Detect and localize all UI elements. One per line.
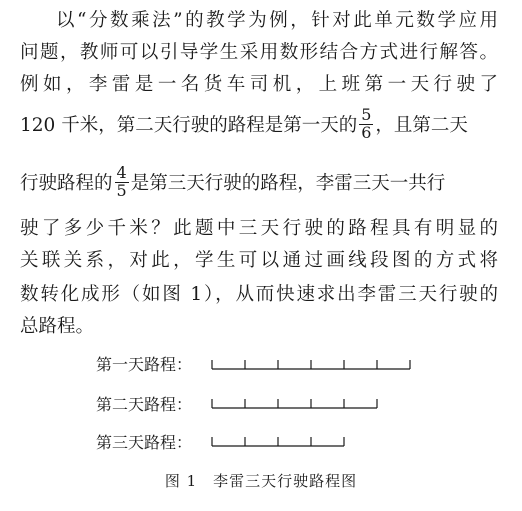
text-line-4-before-fraction: 120 千米，第二天行驶的路程是第一天的	[20, 115, 358, 136]
text-line-5-after-fraction: 是第三天行驶的路程，李雷三天一共行	[130, 173, 446, 194]
fraction-numerator: 5	[361, 104, 372, 124]
text-line-1-content: 以“分数乘法”的教学为例，针对此单元数学应用	[56, 10, 498, 31]
text-line-3-content: 例如，李雷是一名货车司机，上班第一天行驶了	[20, 74, 498, 95]
figure-caption: 图 1 李雷三天行驶路程图	[164, 472, 358, 490]
row-label-day2: 第二天路程：	[96, 395, 193, 414]
text-line-9-content: 总路程。	[20, 316, 95, 337]
text-line-4-after-fraction: ，且第二天	[375, 115, 468, 136]
fraction-denominator: 5	[116, 180, 127, 200]
text-line-7-content: 关联关系，对此，学生可以通过画线段图的方式将	[20, 250, 498, 271]
row-label-day1: 第一天路程：	[96, 355, 193, 374]
fraction-numerator: 4	[116, 162, 127, 182]
text-line-5-before-fraction: 行驶路程的	[20, 173, 113, 194]
text-line-2-content: 问题，教师可以引导学生采用数形结合方式进行解答。	[20, 42, 498, 63]
text-line-8-content: 数转化成形（如图 1），从而快速求出李雷三天行驶的	[20, 284, 498, 305]
row-label-day3: 第三天路程：	[96, 433, 193, 452]
text-line-6-content: 驶了多少千米？此题中三天行驶的路程具有明显的	[20, 218, 498, 239]
fraction-denominator: 6	[361, 122, 372, 142]
